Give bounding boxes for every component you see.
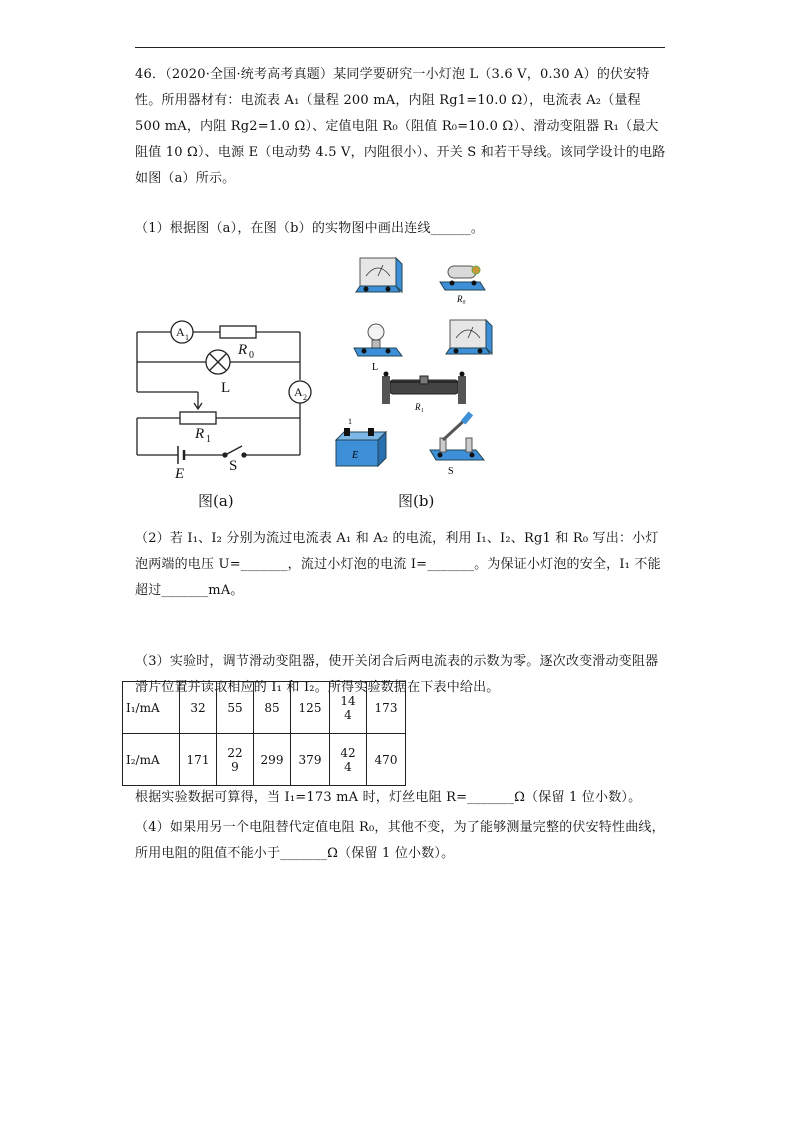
battery-device-label: E (352, 450, 359, 461)
switch-device-label: S (448, 466, 454, 477)
a2-label: A (294, 385, 303, 399)
switch-device (430, 411, 484, 477)
table-cell: 32 (180, 682, 217, 734)
table-cell: 379 (291, 734, 330, 786)
a1-sub: 1 (185, 333, 189, 342)
r1-device-label: R₁ (415, 402, 424, 412)
question-stem: 46．（2020·全国·统考高考真题）某同学要研究一小灯泡 L（3.6 V，0.30 A）的伏安特性。所用器材有：电流表 A₁（量程 200 mA，内阻 Rg1=10.0 Ω），电流表 A₂（量程 500 mA，内阻 Rg2=1.0 Ω）、定值电阻 R₀（阻值 R₀=10.0 Ω）、滑动变阻器 R₁（最大阻值 10 Ω）、电源 E（电动势 4.5 V，内阻很小）、开关 S 和若干导线。该同学设计的电路如图（a）所示。 (135, 67, 666, 186)
battery-device (336, 417, 386, 466)
table-cell: 55 (217, 682, 254, 734)
fixed-resistor-device (440, 266, 485, 304)
circuit-diagram-a (125, 310, 325, 485)
battery-mark: 1 (348, 417, 352, 426)
table-cell: 173 (367, 682, 406, 734)
lamp-label: L (221, 380, 231, 396)
question-part-4: （4）如果用另一个电阻替代定值电阻 R₀，其他不变，为了能够测量完整的伏安特性曲线，所用电阻的阻值不能小于_______Ω（保留 1 位小数）。 (135, 820, 665, 861)
figure-b-caption: 图(b) (398, 492, 435, 510)
lamp-device (354, 324, 402, 373)
r0-label: R (238, 342, 248, 358)
table-cell: 171 (180, 734, 217, 786)
table-cell: 14 4 (330, 682, 367, 734)
question-part-3-result: 根据实验数据可算得，当 I₁=173 mA 时，灯丝电阻 R=_______Ω（保留 1 位小数）。 (135, 790, 642, 805)
table-row-head: I₁/mA (123, 682, 180, 734)
table-cell: 125 (291, 682, 330, 734)
data-table (122, 681, 406, 786)
question-part-2: （2）若 I₁、I₂ 分别为流过电流表 A₁ 和 A₂ 的电流，利用 I₁、I₂、Rg1 和 R₀ 写出：小灯泡两端的电压 U=_______，流过小灯泡的电流 I=_______。为保证小灯泡的安全，I₁ 不能超过_______mA。 (135, 531, 661, 598)
switch-label: S (229, 458, 238, 474)
apparatus-diagram-b (330, 252, 530, 480)
source-label: E (175, 466, 185, 482)
question-part-3: （3）实验时，调节滑动变阻器，使开关闭合后两电流表的示数为零。逐次改变滑动变阻器滑片位置并读取相应的 I₁ 和 I₂。所得实验数据在下表中给出。 (135, 654, 659, 695)
table-row (123, 734, 406, 786)
lamp-device-label: L (372, 362, 379, 373)
ammeter-2-device (446, 320, 492, 354)
rheostat-device (382, 372, 466, 413)
r0-device-label: R₀ (457, 294, 466, 304)
r1-sub: 1 (206, 434, 211, 445)
a1-label: A (176, 325, 185, 339)
table-cell: 22 9 (217, 734, 254, 786)
table-cell: 85 (254, 682, 291, 734)
table-cell: 42 4 (330, 734, 367, 786)
a2-sub: 2 (303, 393, 307, 402)
r1-label: R (195, 426, 205, 442)
top-divider (135, 47, 665, 48)
table-cell: 299 (254, 734, 291, 786)
table-cell: 470 (367, 734, 406, 786)
ammeter-1-device (356, 258, 402, 292)
table-row (123, 682, 406, 734)
table-row-head: I₂/mA (123, 734, 180, 786)
r0-sub: 0 (249, 350, 254, 361)
question-part-1: （1）根据图（a），在图（b）的实物图中画出连线______。 (135, 221, 485, 236)
figure-a-caption: 图(a) (198, 492, 234, 510)
